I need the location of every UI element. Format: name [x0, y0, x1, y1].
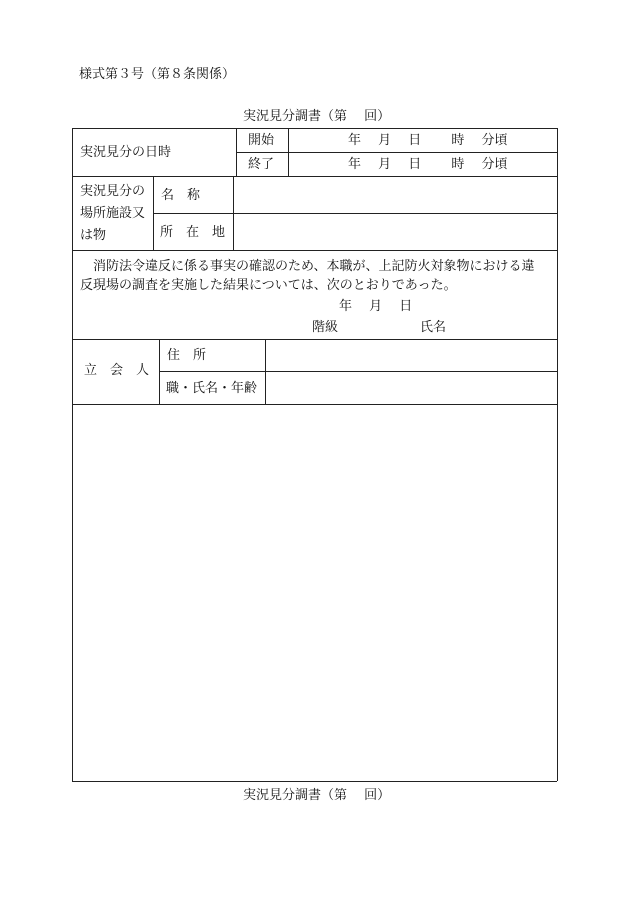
datetime-label: 実況見分の日時: [80, 145, 172, 160]
findings-body-area[interactable]: [73, 405, 556, 780]
location-label-line1: 実況見分の: [80, 184, 146, 199]
witness-occupation-field[interactable]: [266, 372, 556, 403]
location-label-line3: は物: [80, 228, 107, 243]
witness-address-label: 住 所: [167, 348, 207, 363]
facility-name-field[interactable]: [234, 177, 556, 212]
facility-address-label: 所 在 地: [160, 225, 226, 240]
statement-date: 年 月 日: [339, 299, 413, 314]
witness-address-field[interactable]: [266, 340, 556, 370]
witness-label: 立 会 人: [84, 363, 150, 378]
facility-name-label: 名 称: [161, 188, 201, 203]
document-title: 実況見分調書（第 回）: [243, 109, 391, 124]
witness-occupation-label: 職・氏名・年齢: [166, 381, 258, 396]
statement-line2: 反現場の調査を実施した結果については、次のとおりであった。: [80, 278, 457, 293]
location-label-line2: 場所施設又: [80, 206, 146, 221]
form-number: 様式第３号（第８条関係）: [79, 67, 236, 82]
rank-label: 階級: [312, 320, 339, 335]
statement-line1: 消防法令違反に係る事実の確認のため、本職が、上記防火対象物における違: [80, 259, 535, 274]
officer-name-label: 氏名: [420, 320, 447, 335]
facility-address-field[interactable]: [234, 214, 556, 249]
end-value-field[interactable]: 年 月 日 時 分頃: [348, 157, 508, 172]
start-value-field[interactable]: 年 月 日 時 分頃: [348, 133, 508, 148]
start-label: 開始: [248, 133, 275, 148]
end-label: 終了: [248, 157, 275, 172]
footer-title: 実況見分調書（第 回）: [243, 788, 391, 803]
